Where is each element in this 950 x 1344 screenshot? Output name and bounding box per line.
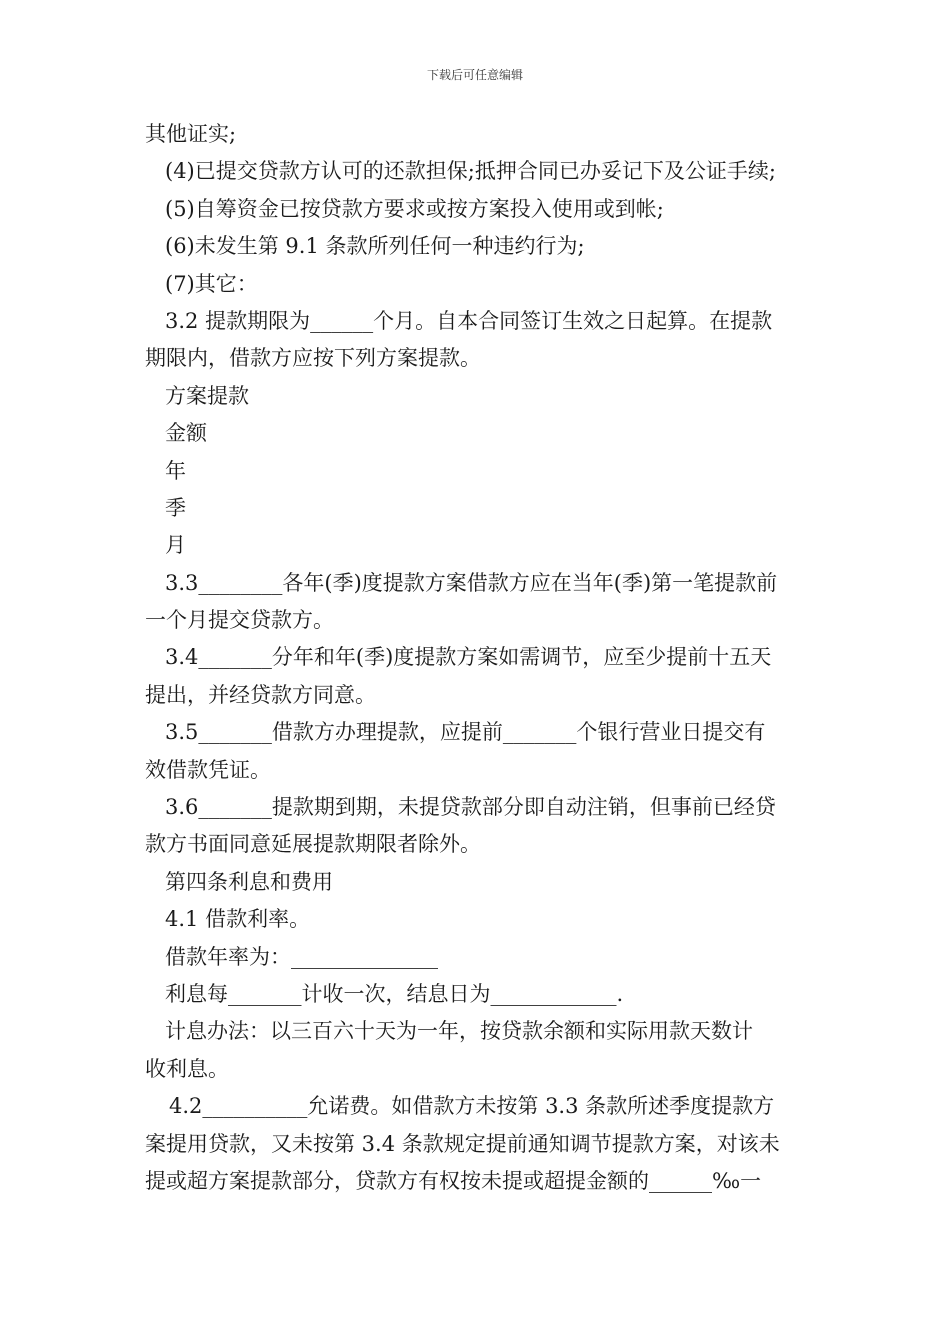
text-line: (4)已提交贷款方认可的还款担保;抵押合同已办妥记下及公证手续;	[165, 159, 776, 184]
text-line: 月	[165, 533, 186, 558]
text-line: 3.4_______分年和年(季)度提款方案如需调节，应至少提前十五天	[165, 645, 772, 670]
text-line: 3.3________各年(季)度提款方案借款方应在当年(季)第一笔提款前	[165, 570, 778, 595]
text-line: 其他证实;	[145, 122, 237, 146]
text-line: 方案提款	[165, 383, 249, 408]
text-line: 期限内，借款方应按下列方案提款。	[145, 346, 481, 371]
text-line: 年	[165, 458, 186, 483]
text-line: 3.2 提款期限为______个月。自本合同签订生效之日起算。在提款	[165, 308, 773, 333]
text-line: 4.1 借款利率。	[165, 907, 311, 932]
text-line: (7)其它：	[165, 271, 258, 296]
text-line: 3.5_______借款方办理提款，应提前_______个银行营业日提交有	[165, 720, 766, 745]
text-line: 4.2__________允诺费。如借款方未按第 3.3 条款所述季度提款方	[169, 1094, 775, 1119]
text-line: 效借款凭证。	[145, 757, 271, 782]
page-header: 下载后可任意编辑	[426, 68, 523, 82]
text-line: 第四条利息和费用	[165, 869, 333, 894]
text-line: 案提用贷款，又未按第 3.4 条款规定提前通知调节提款方案，对该未	[145, 1131, 780, 1156]
text-line: 季	[165, 495, 186, 520]
text-line: 收利息。	[145, 1056, 229, 1081]
text-line: 提或超方案提款部分，贷款方有权按未提或超提金额的______‰一	[145, 1168, 762, 1193]
text-line: 计息办法：以三百六十天为一年，按贷款余额和实际用款天数计	[165, 1019, 753, 1044]
text-line: 一个月提交贷款方。	[145, 608, 334, 633]
text-line: 利息每_______计收一次，结息日为____________.	[165, 981, 624, 1006]
document-body	[145, 116, 810, 1200]
text-line: 3.6_______提款期到期，未提贷款部分即自动注销，但事前已经贷	[165, 795, 776, 820]
text-line: (5)自筹资金已按贷款方要求或按方案投入使用或到帐;	[165, 196, 664, 221]
text-line: 借款年率为：______________	[165, 944, 438, 969]
text-line: (6)未发生第 9.1 条款所列任何一种违约行为;	[165, 234, 585, 259]
text-line: 款方书面同意延展提款期限者除外。	[145, 832, 481, 857]
text-line: 提出，并经贷款方同意。	[145, 682, 376, 707]
text-line: 金额	[165, 421, 207, 446]
